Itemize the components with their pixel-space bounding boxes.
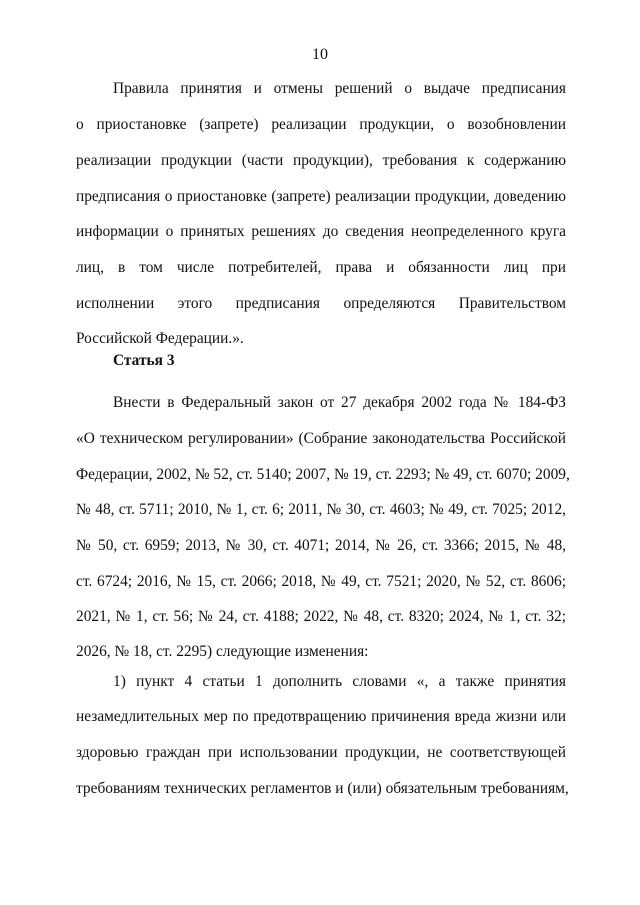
page-number: 10 [312,46,328,63]
article-heading: Статья 3 [113,352,175,369]
text-line: исполнении этого предписания определяются Правительством [76,295,566,312]
text-line: Внести в Федеральный закон от 27 декабря 2002 года № 184-ФЗ [113,394,566,411]
text-line: реализации продукции (части продукции), требования к содержанию [76,152,566,169]
text-line: № 48, ст. 5711; 2010, № 1, ст. 6; 2011, № 30, ст. 4603; № 49, ст. 7025; 2012, [76,501,566,518]
text-line: требованиям технических регламентов и (или) обязательным требованиям, [76,780,569,797]
text-line: 1) пункт 4 статьи 1 дополнить словами «, а также принятия [113,673,566,690]
text-line: здоровью граждан при использовании продукции, не соответствующей [76,744,566,761]
text-line: предписания о приостановке (запрете) реализации продукции, доведению [76,188,566,205]
text-line: о приостановке (запрете) реализации продукции, о возобновлении [76,116,566,133]
text-line: «О техническом регулировании» (Собрание законодательства Российской [76,430,566,447]
text-line: Федерации, 2002, № 52, ст. 5140; 2007, № 19, ст. 2293; № 49, ст. 6070; 2009, [76,466,570,483]
text-line: незамедлительных мер по предотвращению причинения вреда жизни или [76,708,566,725]
text-line: 2026, № 18, ст. 2295) следующие изменения: [76,643,369,660]
text-line: информации о принятых решениях до сведения неопределенного круга [76,223,566,240]
text-line: Российской Федерации.». [76,330,244,347]
text-line: 2021, № 1, ст. 56; № 24, ст. 4188; 2022, № 48, ст. 8320; 2024, № 1, ст. 32; [76,608,566,625]
text-line: № 50, ст. 6959; 2013, № 30, ст. 4071; 2014, № 26, ст. 3366; 2015, № 48, [76,537,566,554]
text-line: Правила принятия и отмены решений о выдаче предписания [113,80,566,97]
text-line: ст. 6724; 2016, № 15, ст. 2066; 2018, № 49, ст. 7521; 2020, № 52, ст. 8606; [76,573,566,590]
text-line: лиц, в том числе потребителей, права и обязанности лиц при [76,259,566,276]
